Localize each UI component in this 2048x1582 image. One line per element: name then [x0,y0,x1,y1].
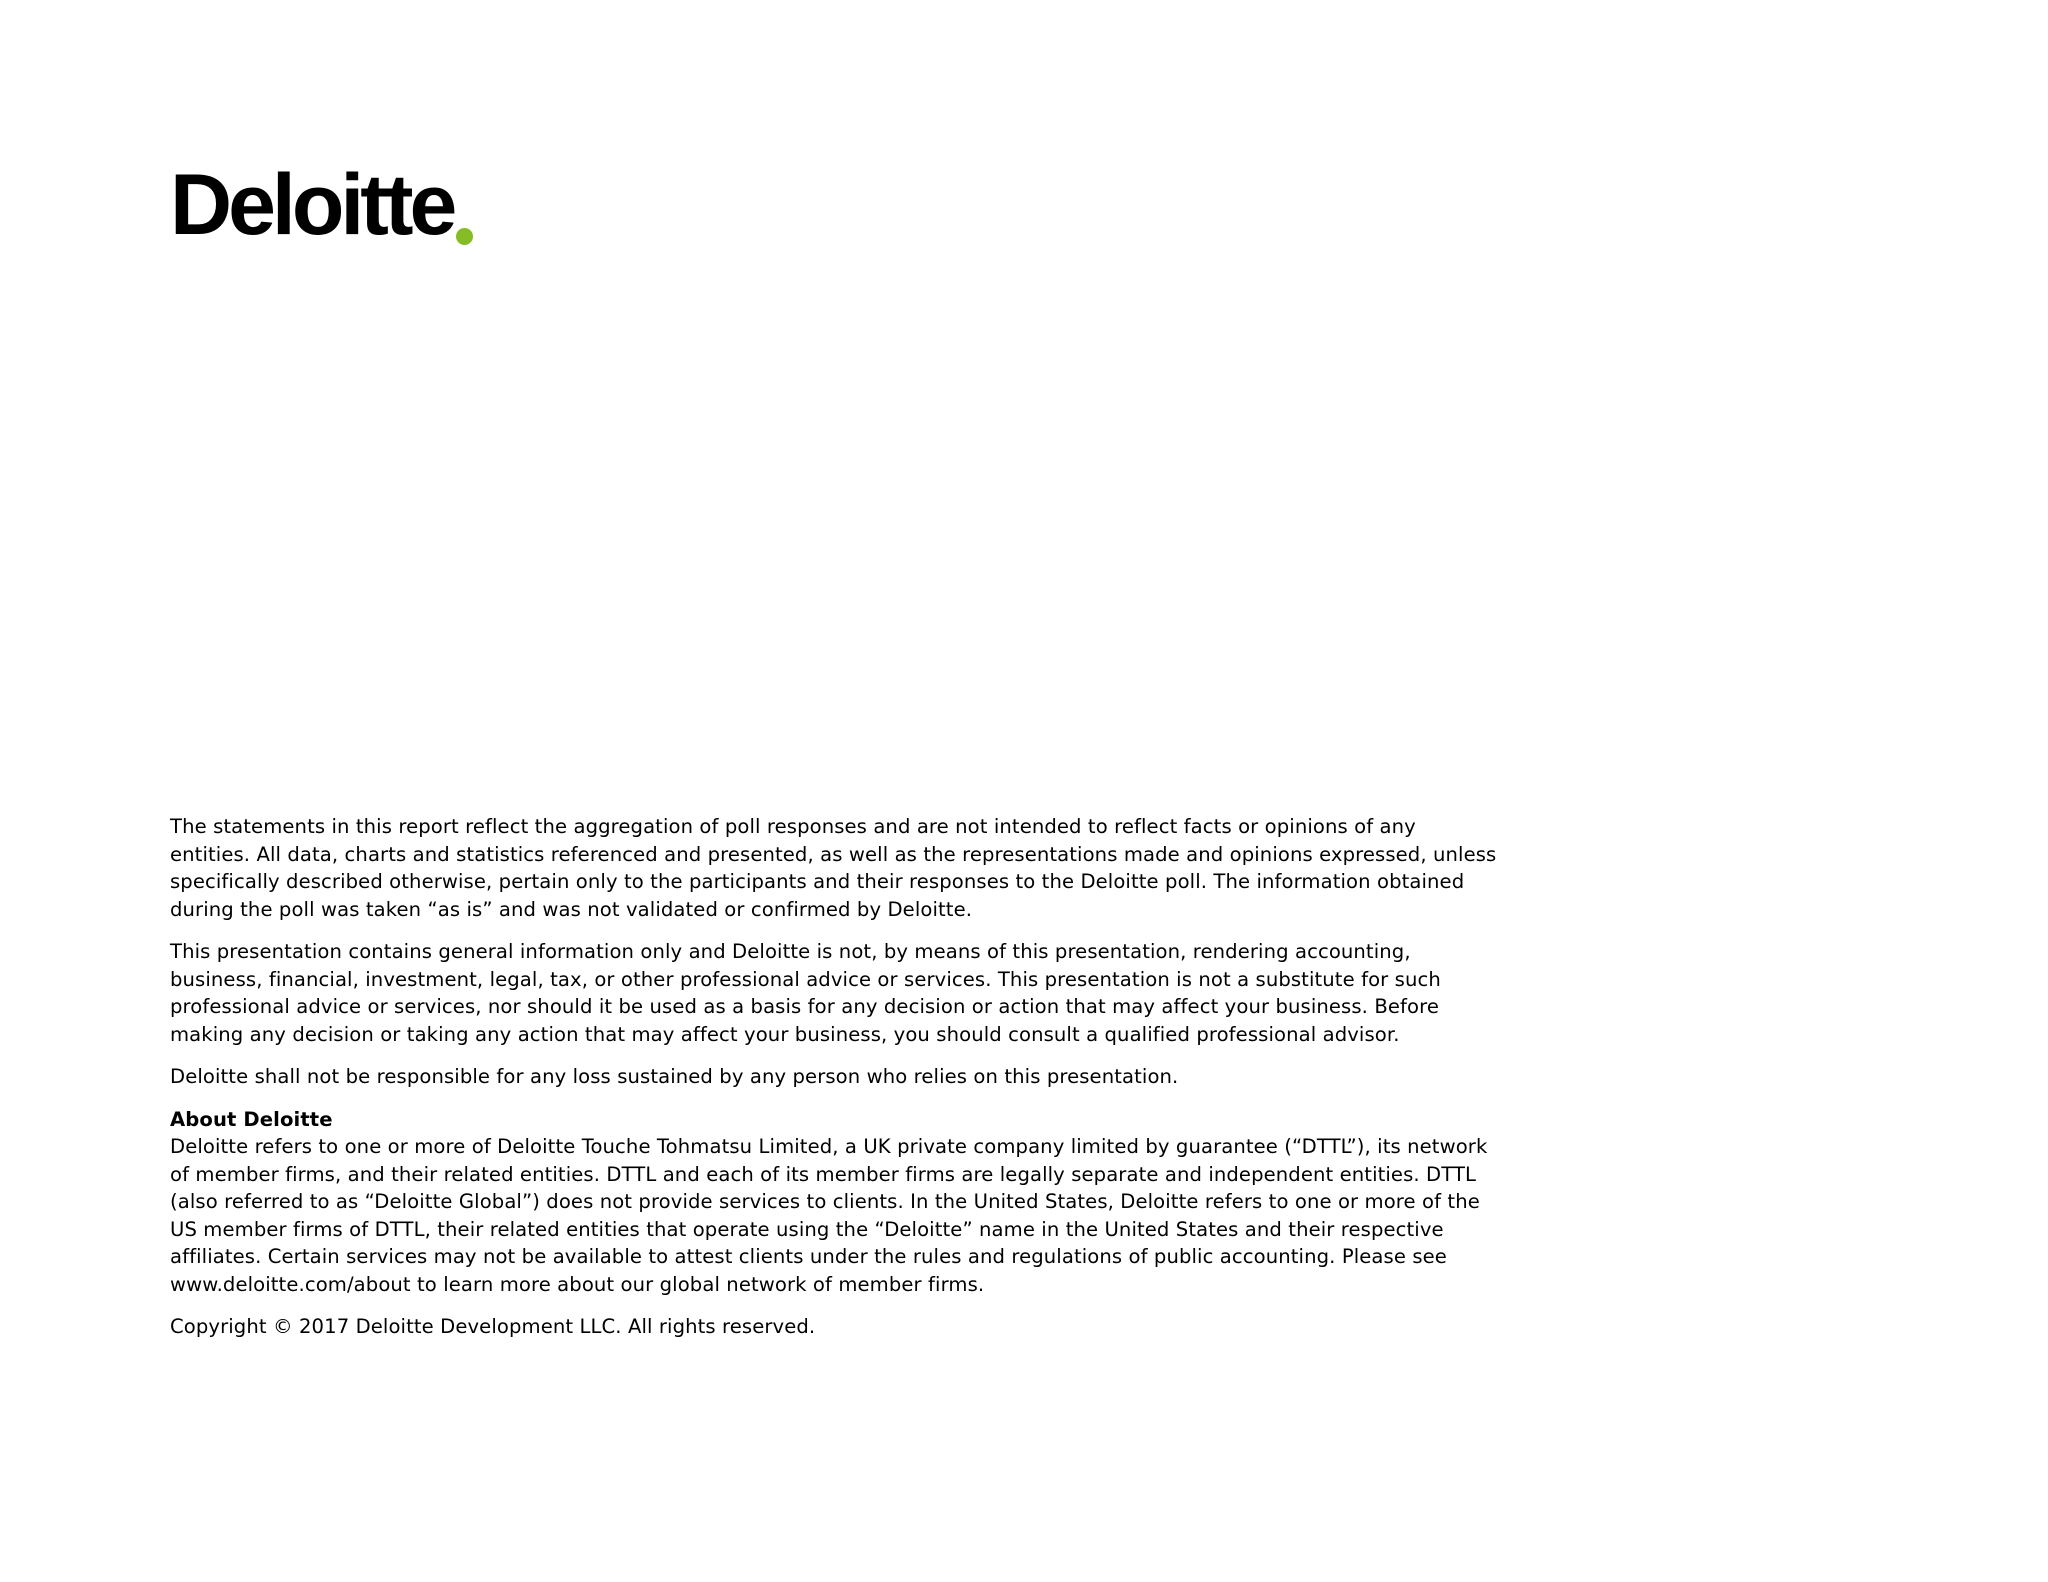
about-text: Deloitte refers to one or more of Deloitte Touche Tohmatsu Limited, a UK private company limited by guarantee (“DTTL”), its network of member firms, and their related entities. DTTL and each of its member firms are legally separate and independent entities. DTTL (also referred to as “Deloitte Global”) does not provide services to clients. In the United States, Deloitte refers to one or more of the US member firms of DTTL, their related entities that operate using the “Deloitte” name in the United States and their respective affiliates. Certain services may not be available to attest clients under the rules and regulations of public accounting. Please see www.deloitte.com/about to learn more about our global network of member firms. [170,1135,1488,1296]
deloitte-logo [170,157,473,253]
about-section [170,1106,1500,1299]
advice-disclaimer-paragraph: This presentation contains general information only and Deloitte is not, by means of this presentation, rendering accounting, business, financial, investment, legal, tax, or other professional advice or services. This presentation is not a substitute for such professional advice or services, nor should it be used as a basis for any decision or action that may affect your business. Before making any decision or taking any action that may affect your business, you should consult a qualified professional advisor. [170,940,1441,1046]
liability-paragraph: Deloitte shall not be responsible for any loss sustained by any person who relies on this presentation. [170,1065,1179,1088]
poll-disclaimer-paragraph: The statements in this report reflect the aggregation of poll responses and are not intended to reflect facts or opinions of any entities. All data, charts and statistics referenced and presented, as well as the representations made and opinions expressed, unless specifically described otherwise, pertain only to the participants and their responses to the Deloitte poll. The information obtained during the poll was taken “as is” and was not validated or confirmed by Deloitte. [170,815,1497,921]
about-heading: About Deloitte [170,1107,333,1131]
logo-wordmark: Deloitte [170,157,454,253]
disclaimer-block [170,813,1500,1356]
logo-green-dot [456,228,473,245]
copyright-notice: Copyright © 2017 Deloitte Development LLC. All rights reserved. [170,1315,816,1338]
